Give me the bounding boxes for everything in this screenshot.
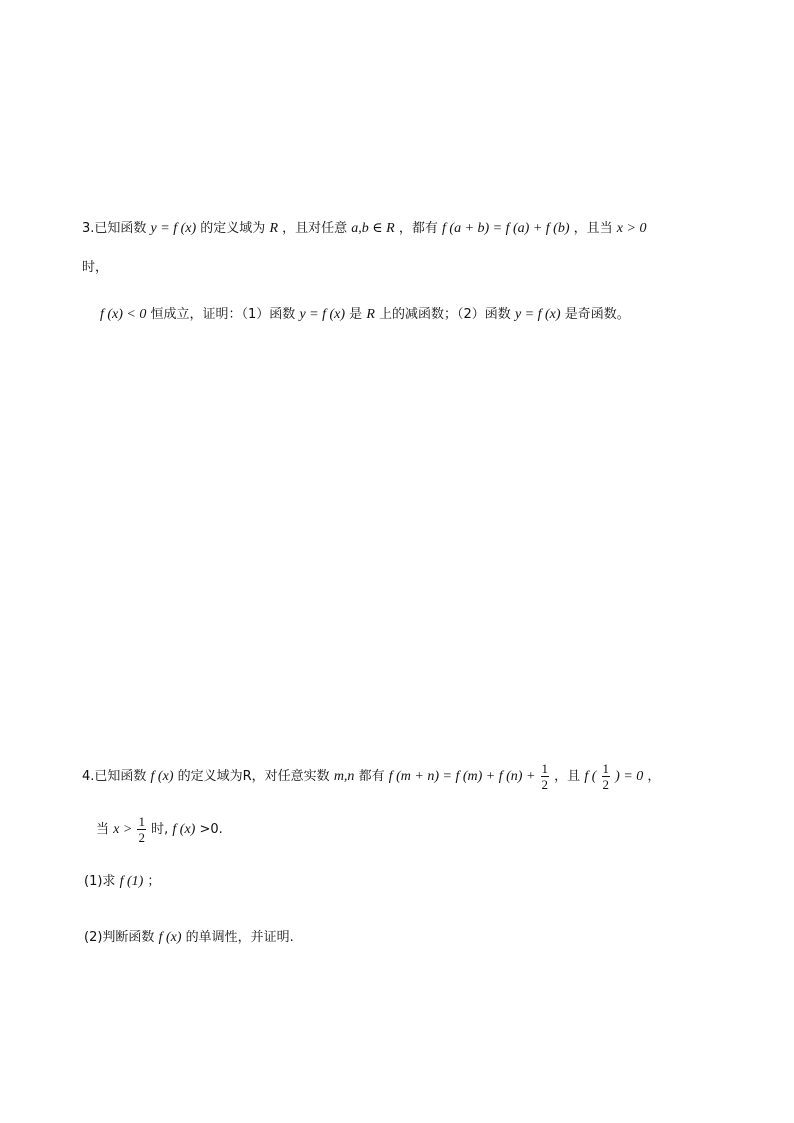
problem3-line3 [100, 305, 630, 325]
math-expression: y = f (x) [514, 307, 561, 322]
problem3-text: 3.已知函数 [82, 221, 147, 236]
fraction-numerator: 1 [541, 761, 549, 776]
problem3-text: ，且当 [573, 221, 613, 236]
math-expression: m,n [333, 769, 355, 784]
fraction-denominator: 2 [541, 777, 549, 792]
problem4-text: ； [147, 874, 161, 889]
math-expression: f (x) [158, 930, 182, 945]
math-expression: x > [113, 822, 133, 837]
problem3-text: 时， [82, 260, 109, 275]
problem4-line1 [82, 762, 660, 791]
math-expression: f (a + b) = f (a) + f (b) [442, 221, 570, 236]
fraction-denominator: 2 [602, 777, 610, 792]
problem4-text: 当 [96, 822, 110, 837]
fraction-numerator: 1 [602, 761, 610, 776]
math-expression: f (x) [172, 822, 196, 837]
math-expression: R [269, 221, 278, 236]
fraction-one-half [602, 762, 611, 791]
problem3-text: ，且对任意 [282, 221, 348, 236]
problem3-text: ，都有 [398, 221, 438, 236]
problem3-text: 的定义域为 [200, 221, 266, 236]
math-expression: f (x) [150, 769, 174, 784]
problem4-text: >0. [199, 822, 223, 837]
problem4-text: 的定义域为R，对任意实数 [177, 769, 330, 784]
problem3-text: 是奇函数。 [564, 307, 630, 322]
problem3-text: 恒成立，证明：（1）函数 [150, 307, 296, 322]
math-expression: y = f (x) [150, 221, 197, 236]
math-expression: a,b ∈ R [351, 221, 395, 236]
math-expression: f (x) < 0 [100, 307, 147, 322]
math-expression: x > 0 [616, 221, 647, 236]
problem3-line1 [82, 219, 646, 239]
problem4-line2 [96, 815, 223, 844]
problem3-text: 是 [349, 307, 363, 322]
math-expression: f (1) [119, 874, 144, 889]
problem4-text: 的单调性，并证明. [185, 930, 294, 945]
problem4-text: ， [647, 769, 661, 784]
problem4-text: 都有 [358, 769, 385, 784]
problem4-text: (1)求 [84, 874, 116, 889]
problem4-text: (2)判断函数 [84, 930, 155, 945]
math-expression: R [366, 307, 375, 322]
math-expression: f ( [584, 769, 597, 784]
fraction-one-half [137, 815, 146, 844]
problem4-part1 [84, 872, 160, 892]
problem3-line2 [82, 258, 108, 278]
math-expression: ) = 0 [615, 769, 644, 784]
fraction-denominator: 2 [138, 830, 145, 845]
problem3-text: 上的减函数；（2）函数 [379, 307, 511, 322]
fraction-numerator: 1 [138, 814, 145, 829]
problem4-part2 [84, 928, 294, 948]
fraction-one-half [541, 762, 550, 791]
problem4-text: 时, [151, 822, 169, 837]
problem4-text: 4.已知函数 [82, 769, 147, 784]
math-expression: y = f (x) [299, 307, 346, 322]
math-expression: f (m + n) = f (m) + f (n) + [388, 769, 536, 784]
problem4-text: ，且 [554, 769, 581, 784]
